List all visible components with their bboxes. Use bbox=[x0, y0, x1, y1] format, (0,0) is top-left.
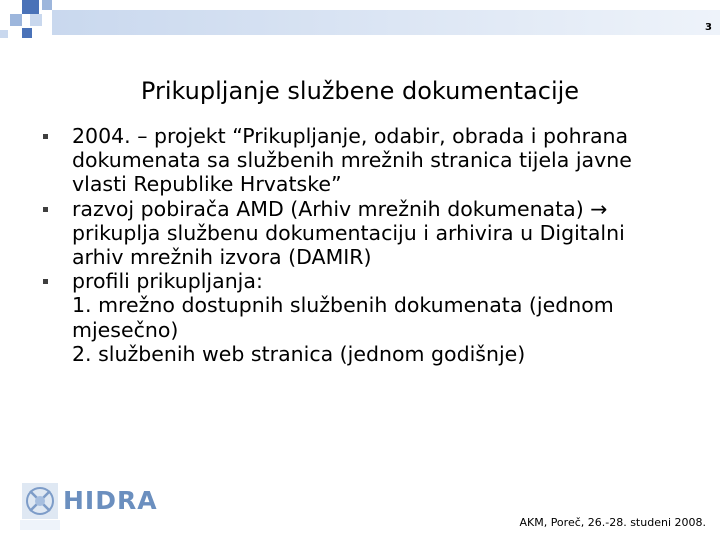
bullet-marker-icon bbox=[43, 207, 48, 212]
bullet-item bbox=[42, 197, 682, 270]
bullet-list bbox=[42, 124, 682, 366]
header-decoration bbox=[0, 0, 720, 45]
slide-number: 3 bbox=[705, 22, 712, 33]
decor-square bbox=[0, 30, 8, 38]
bullet-line: 1. mrežno dostupnih službenih dokumenata (jednom bbox=[72, 293, 614, 318]
bullet-line: vlasti Republike Hrvatske” bbox=[72, 172, 342, 197]
bullet-line: razvoj pobirača AMD (Arhiv mrežnih dokumenata) → bbox=[72, 196, 608, 221]
bullet-line: 2004. – projekt “Prikupljanje, odabir, obrada i pohrana bbox=[72, 124, 629, 148]
bullet-marker-icon bbox=[43, 134, 48, 139]
bullet-item bbox=[42, 124, 682, 197]
bullet-line: prikuplja službenu dokumentaciju i arhivira u Digitalni bbox=[72, 220, 625, 245]
bullet-line: profili prikupljanja: bbox=[72, 269, 263, 294]
bullet-item bbox=[42, 269, 682, 366]
bullet-line: dokumenata sa službenih mrežnih stranica tijela javne bbox=[72, 148, 632, 173]
logo-text: HIDRA bbox=[63, 486, 158, 515]
bullet-marker-icon bbox=[43, 279, 48, 284]
decor-square bbox=[10, 14, 22, 26]
decor-square bbox=[22, 28, 32, 38]
bullet-line: arhiv mrežnih izvora (DAMIR) bbox=[72, 245, 372, 270]
header-bar bbox=[52, 10, 720, 35]
decor-square bbox=[42, 0, 52, 10]
footer-text: AKM, Poreč, 26.-28. studeni 2008. bbox=[519, 516, 706, 529]
bullet-line: mjesečno) bbox=[72, 317, 179, 342]
decor-square bbox=[22, 0, 39, 14]
bullet-line: 2. službenih web stranica (jednom godišnje) bbox=[72, 341, 526, 366]
slide-title: Prikupljanje službene dokumentacije bbox=[140, 77, 580, 105]
decor-square bbox=[30, 14, 42, 26]
